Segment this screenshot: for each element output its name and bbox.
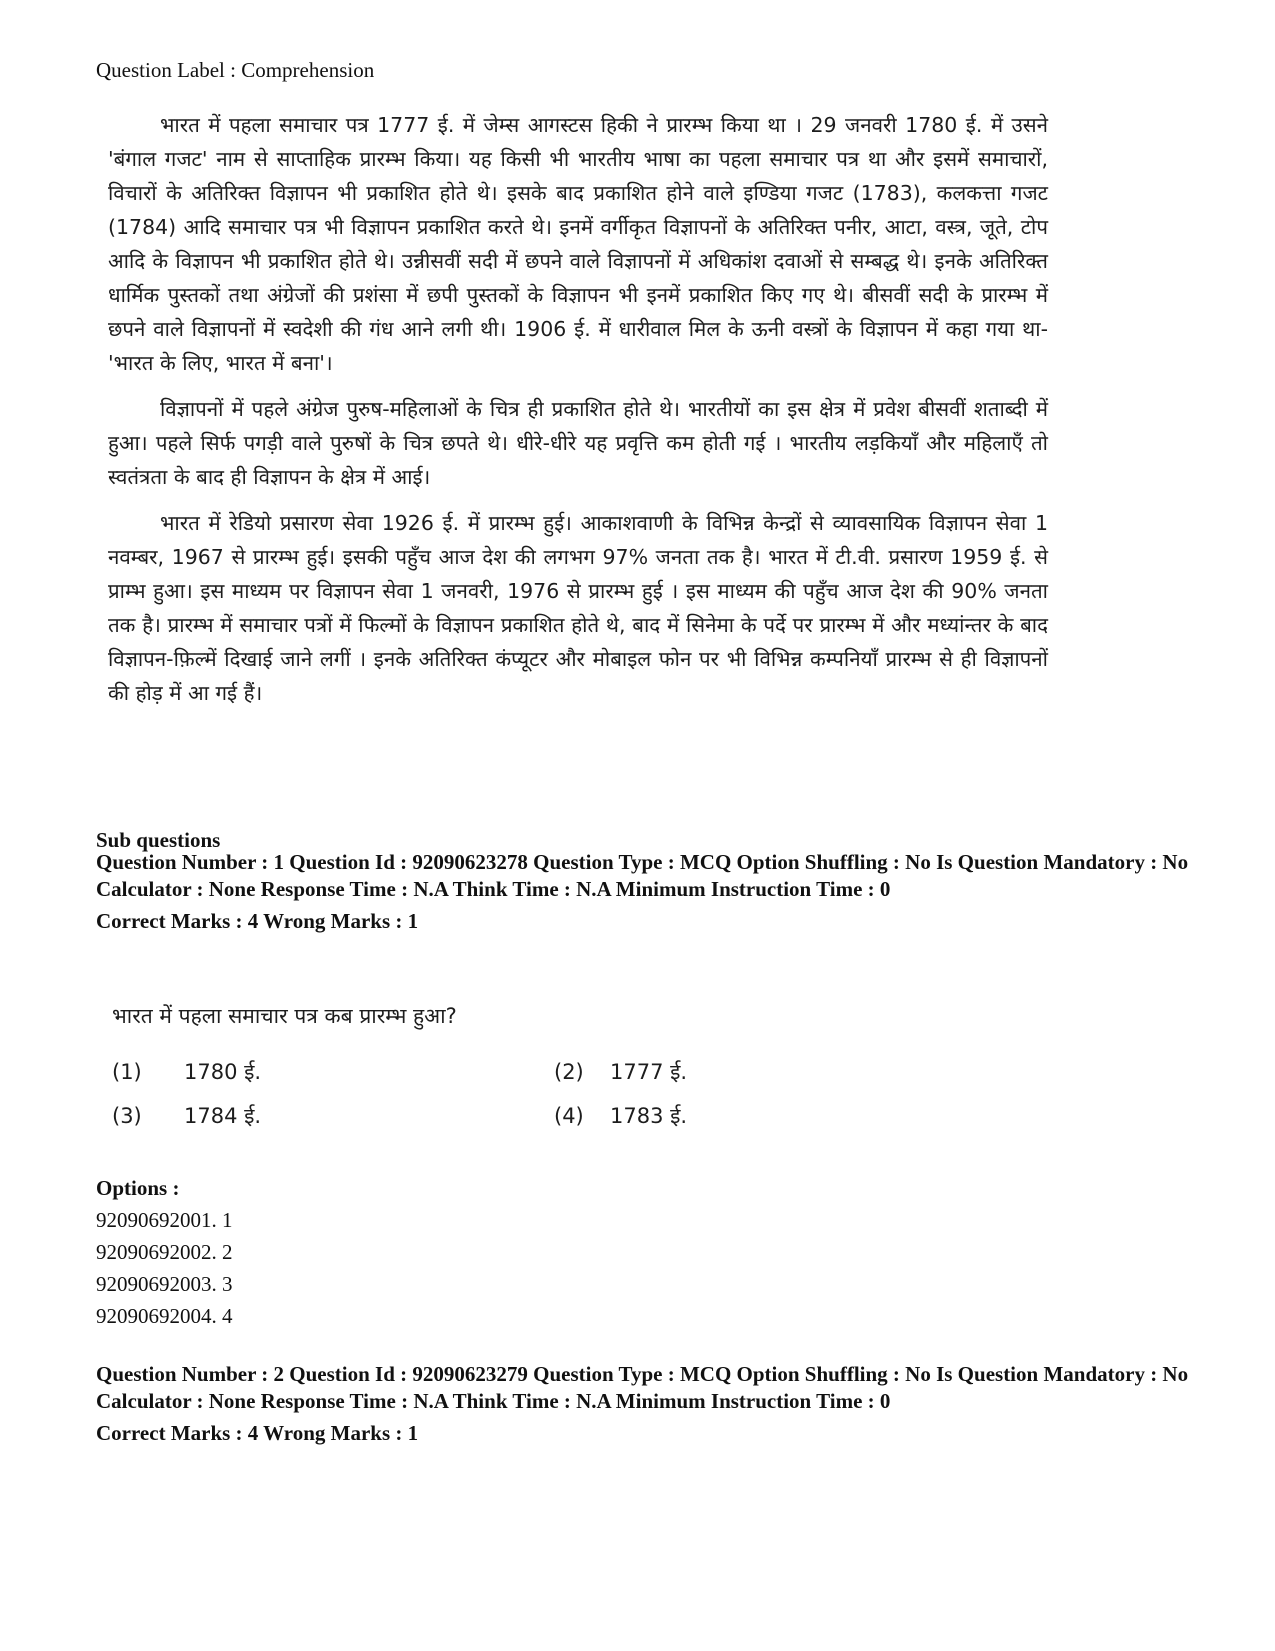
question-1-choice-2 bbox=[554, 1058, 687, 1086]
choice-number: (3) bbox=[112, 1104, 142, 1128]
options-heading: Options : bbox=[96, 1176, 180, 1200]
question-1-marks: Correct Marks : 4 Wrong Marks : 1 bbox=[96, 909, 419, 933]
choice-text: 1777 ई. bbox=[610, 1060, 688, 1084]
question-1-meta-text: Question Number : 1 Question Id : 92090623278 Question Type : MCQ Option Shuffling : No Is Question Mandatory : No Calculator : None Response Time : N.A Think Time : N.A Minimum Instruction Time : 0 bbox=[96, 850, 1189, 901]
choice-number: (1) bbox=[112, 1060, 142, 1084]
sub-questions-heading: Sub questions bbox=[96, 828, 221, 852]
choice-text: 1783 ई. bbox=[610, 1104, 688, 1128]
comprehension-passage bbox=[108, 108, 1048, 722]
question-2-marks: Correct Marks : 4 Wrong Marks : 1 bbox=[96, 1421, 419, 1445]
question-1-choice-4 bbox=[554, 1102, 687, 1130]
question-label: Question Label : Comprehension bbox=[96, 58, 375, 82]
question-1-choice-1 bbox=[112, 1058, 261, 1086]
question-1-stem: भारत में पहला समाचार पत्र कब प्रारम्भ हुआ? bbox=[112, 1004, 457, 1028]
question-1-meta bbox=[96, 849, 1196, 935]
option-id-1: 92090692001. 1 bbox=[96, 1208, 233, 1232]
choice-number: (2) bbox=[554, 1060, 584, 1084]
passage-paragraph-3: भारत में रेडियो प्रसारण सेवा 1926 ई. में प्रारम्भ हुई। आकाशवाणी के विभिन्न केन्द्रों से व्यावसायिक विज्ञापन सेवा 1 नवम्बर, 1967 से प्रारम्भ हुई। इसकी पहुँच आज देश की लगभग 97% जनता तक है। भारत में टी.वी. प्रसारण 1959 ई. से प्राम्भ हुआ। इस माध्यम पर विज्ञापन सेवा 1 जनवरी, 1976 से प्रारम्भ हुई । इस माध्यम की पहुँच आज देश की 90% जनता तक है। प्रारम्भ में समाचार पत्रों में फिल्मों के विज्ञापन प्रकाशित होते थे, बाद में सिनेमा के पर्दे पर प्रारम्भ में और मध्यांन्तर के बाद विज्ञापन-फ़िल्में दिखाई जाने लगीं । इनके अतिरिक्त कंप्यूटर और मोबाइल फोन पर भी विभिन्न कम्पनियाँ प्रारम्भ से ही विज्ञापनों की होड़ में आ गई हैं। bbox=[108, 511, 1048, 705]
choice-text: 1780 ई. bbox=[184, 1060, 262, 1084]
option-id-2: 92090692002. 2 bbox=[96, 1240, 233, 1264]
question-2-meta-text: Question Number : 2 Question Id : 92090623279 Question Type : MCQ Option Shuffling : No Is Question Mandatory : No Calculator : None Response Time : N.A Think Time : N.A Minimum Instruction Time : 0 bbox=[96, 1362, 1189, 1413]
question-1-choice-3 bbox=[112, 1102, 261, 1130]
passage-paragraph-2: विज्ञापनों में पहले अंग्रेज पुरुष-महिलाओं के चित्र ही प्रकाशित होते थे। भारतीयों का इस क्षेत्र में प्रवेश बीसवीं शताब्दी में हुआ। पहले सिर्फ पगड़ी वाले पुरुषों के चित्र छपते थे। धीरे-धीरे यह प्रवृत्ति कम होती गई । भारतीय लड़कियाँ और महिलाएँ तो स्वतंत्रता के बाद ही विज्ञापन के क्षेत्र में आई। bbox=[108, 397, 1048, 489]
passage-paragraph-1: भारत में पहला समाचार पत्र 1777 ई. में जेम्स आगस्टस हिकी ने प्रारम्भ किया था । 29 जनवरी 1780 ई. में उसने 'बंगाल गजट' नाम से साप्ताहिक प्रारम्भ किया। यह किसी भी भारतीय भाषा का पहला समाचार पत्र था और इसमें समाचारों, विचारों के अतिरिक्त विज्ञापन भी प्रकाशित होते थे। इसके बाद प्रकाशित होने वाले इण्डिया गजट (1783), कलकत्ता गजट (1784) आदि समाचार पत्र भी विज्ञापन प्रकाशित करते थे। इनमें वर्गीकृत विज्ञापनों के अतिरिक्त पनीर, आटा, वस्त्र, जूते, टोप आदि के विज्ञापन भी प्रकाशित होते थे। उन्नीसवीं सदी में छपने वाले विज्ञापनों में अधिकांश दवाओं से सम्बद्ध थे। इनके अतिरिक्त धार्मिक पुस्तकों तथा अंग्रेजों की प्रशंसा में छपी पुस्तकों के विज्ञापन भी इनमें प्रकाशित किए गए थे। बीसवीं सदी के प्रारम्भ में छपने वाले विज्ञापनों में स्वदेशी की गंध आने लगी थी। 1906 ई. में धारीवाल मिल के ऊनी वस्त्रों के विज्ञापन में कहा गया था- 'भारत के लिए, भारत में बना'। bbox=[108, 113, 1048, 375]
option-id-4: 92090692004. 4 bbox=[96, 1304, 233, 1328]
question-2-meta bbox=[96, 1361, 1196, 1447]
option-id-3: 92090692003. 3 bbox=[96, 1272, 233, 1296]
choice-text: 1784 ई. bbox=[184, 1104, 262, 1128]
choice-number: (4) bbox=[554, 1104, 584, 1128]
